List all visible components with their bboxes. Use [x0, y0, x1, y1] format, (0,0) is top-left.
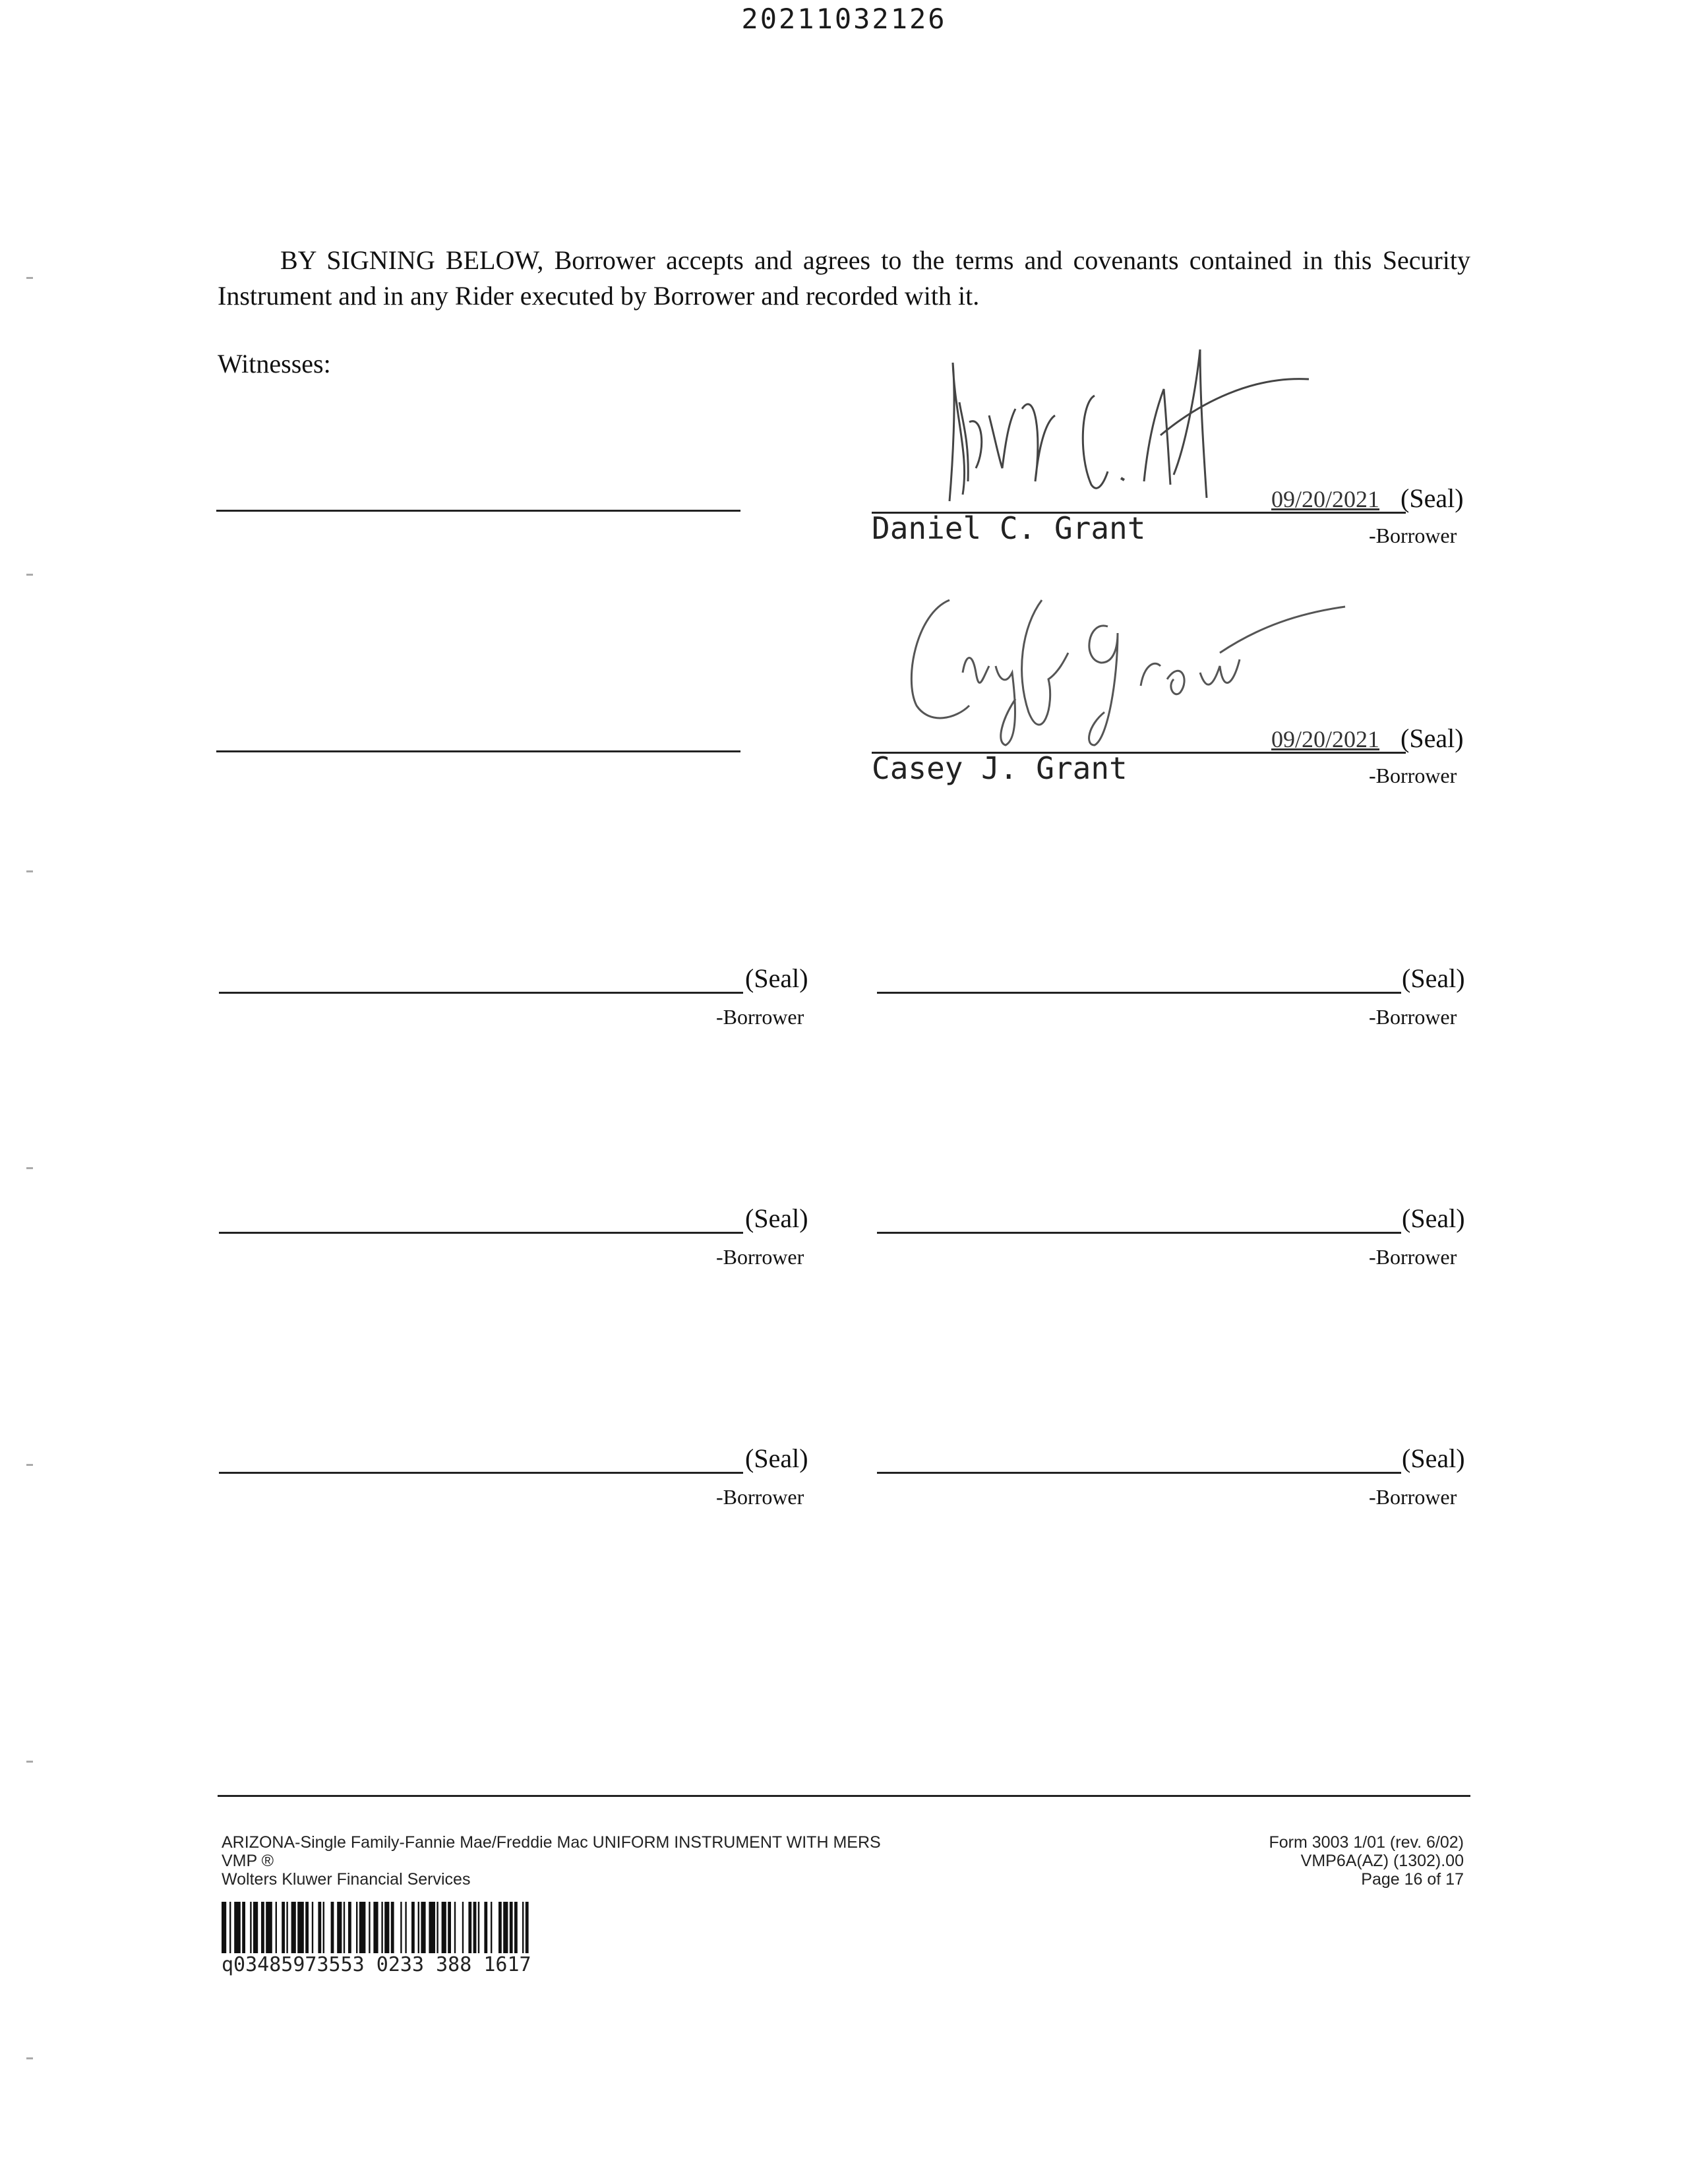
barcode-bar	[250, 1902, 251, 1953]
footer-instrument-title: ARIZONA-Single Family-Fannie Mae/Freddie Mac UNIFORM INSTRUMENT WITH MERS	[222, 1833, 881, 1852]
barcode-bar	[462, 1902, 464, 1953]
barcode-bar	[484, 1902, 487, 1953]
barcode-bar	[337, 1902, 342, 1953]
barcode-bar	[514, 1902, 518, 1953]
footer-rule	[218, 1795, 1470, 1797]
barcode-bar	[344, 1902, 345, 1953]
footer-form-numbers	[1174, 1833, 1464, 1889]
seal-label: (Seal)	[745, 1443, 808, 1473]
signing-paragraph-text: BY SIGNING BELOW, Borrower accepts and agrees to the terms and covenants contained in this Security Instrument and in any Rider executed by Borrower and recorded with it.	[218, 245, 1470, 311]
witness-line-2	[216, 750, 740, 752]
signature-date-casey: 09/20/2021	[1271, 726, 1380, 752]
signing-paragraph	[218, 243, 1470, 314]
barcode-number: q03485973553 0233 388 1617	[222, 1953, 531, 1976]
borrower-label-daniel: -Borrower	[1369, 524, 1457, 547]
barcode-bar	[222, 1902, 226, 1953]
barcode-bar	[242, 1902, 245, 1953]
barcode-bar	[331, 1902, 334, 1953]
footer-vmp: VMP ®	[222, 1852, 274, 1870]
seal-label: (Seal)	[1402, 963, 1465, 993]
barcode-bar	[373, 1902, 378, 1953]
blank-signature-line	[877, 1472, 1401, 1474]
footer-form-code: VMP6A(AZ) (1302).00	[1300, 1852, 1464, 1870]
footer-page-number: Page 16 of 17	[1361, 1870, 1464, 1889]
barcode-bar	[286, 1902, 287, 1953]
barcode-bar	[421, 1902, 425, 1953]
seal-label-daniel: (Seal)	[1401, 483, 1464, 513]
blank-signature-line	[219, 1472, 743, 1474]
barcode-bar	[510, 1902, 513, 1953]
barcode-bar	[498, 1902, 502, 1953]
barcode-bar	[429, 1902, 435, 1953]
seal-label: (Seal)	[1402, 1203, 1465, 1233]
barcode-bar	[454, 1902, 456, 1953]
scan-margin-mark	[26, 574, 33, 576]
scan-margin-mark	[26, 1761, 33, 1763]
barcode-bar	[503, 1902, 508, 1953]
scan-margin-mark	[26, 1464, 33, 1466]
barcode-bar	[442, 1902, 446, 1953]
barcode-bar	[369, 1902, 370, 1953]
barcode-bar	[234, 1902, 241, 1953]
barcode-bar	[229, 1902, 231, 1953]
blank-signature-line	[219, 1232, 743, 1234]
barcode-bar	[348, 1902, 351, 1953]
witness-line-1	[216, 510, 740, 512]
signer-name-daniel: Daniel C. Grant	[872, 510, 1146, 546]
barcode-bar	[526, 1902, 529, 1953]
blank-signature-line	[219, 992, 743, 994]
barcode-bar	[522, 1902, 524, 1953]
signer-name-casey: Casey J. Grant	[872, 750, 1128, 786]
barcode-bar	[282, 1902, 285, 1953]
scan-margin-mark	[26, 870, 33, 872]
borrower-label: -Borrower	[716, 1485, 804, 1509]
barcode-bar	[437, 1902, 438, 1953]
barcode-bar	[266, 1902, 272, 1953]
barcode-bar	[312, 1902, 313, 1953]
recording-number: 20211032126	[741, 3, 947, 35]
barcode-bar	[381, 1902, 382, 1953]
borrower-label: -Borrower	[1369, 1005, 1457, 1029]
footer-form-info	[222, 1833, 881, 1889]
barcode-bar	[297, 1902, 304, 1953]
signature-date-daniel: 09/20/2021	[1271, 486, 1380, 512]
seal-label: (Seal)	[1402, 1443, 1465, 1473]
seal-label-casey: (Seal)	[1401, 723, 1464, 753]
signature-daniel-grant	[923, 343, 1319, 514]
barcode-bar	[276, 1902, 277, 1953]
barcode-bar	[405, 1902, 406, 1953]
barcode-bar	[391, 1902, 394, 1953]
footer-publisher: Wolters Kluwer Financial Services	[222, 1870, 471, 1889]
barcode-bar	[318, 1902, 321, 1953]
barcode-bar	[478, 1902, 479, 1953]
barcode-bar	[448, 1902, 451, 1953]
seal-label: (Seal)	[745, 963, 808, 993]
barcode-bar	[418, 1902, 419, 1953]
barcode-bar	[359, 1902, 366, 1953]
blank-signature-line	[877, 992, 1401, 994]
barcode-bar	[323, 1902, 324, 1953]
footer-form-number: Form 3003 1/01 (rev. 6/02)	[1269, 1833, 1464, 1852]
witnesses-label: Witnesses:	[218, 349, 331, 379]
barcode-bar	[468, 1902, 471, 1953]
barcode-bar	[411, 1902, 415, 1953]
borrower-label-casey: -Borrower	[1369, 764, 1457, 787]
barcode-bar	[491, 1902, 492, 1953]
blank-signature-line	[877, 1232, 1401, 1234]
barcode-bar	[384, 1902, 389, 1953]
barcode-bar	[291, 1902, 296, 1953]
barcode-bar	[356, 1902, 357, 1953]
barcode-bar	[473, 1902, 477, 1953]
seal-label: (Seal)	[745, 1203, 808, 1233]
barcode-bar	[261, 1902, 264, 1953]
barcode	[222, 1902, 709, 1955]
barcode-bar	[400, 1902, 402, 1953]
barcode-bar	[253, 1902, 258, 1953]
scan-margin-mark	[26, 277, 33, 279]
borrower-label: -Borrower	[716, 1005, 804, 1029]
borrower-label: -Borrower	[1369, 1245, 1457, 1269]
barcode-bar	[305, 1902, 309, 1953]
scan-margin-mark	[26, 1167, 33, 1169]
scan-margin-mark	[26, 2057, 33, 2059]
borrower-label: -Borrower	[1369, 1485, 1457, 1509]
borrower-label: -Borrower	[716, 1245, 804, 1269]
